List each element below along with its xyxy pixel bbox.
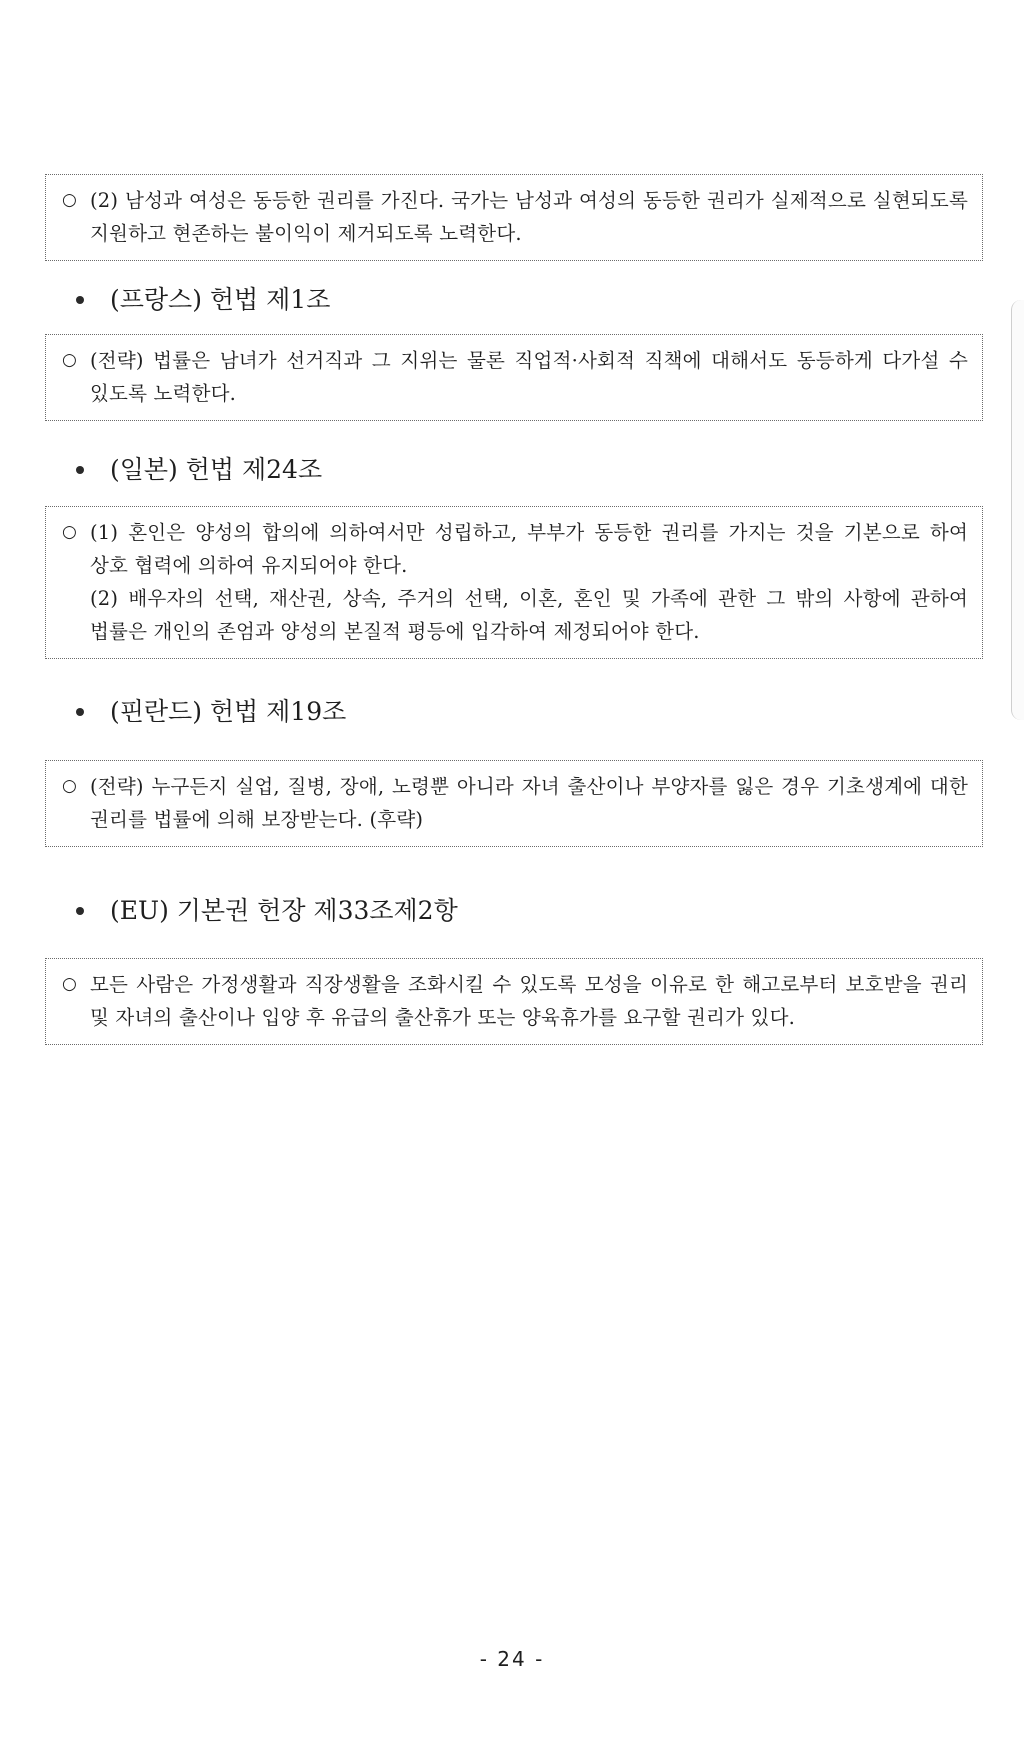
quote-box-france bbox=[45, 334, 983, 421]
bullet-icon bbox=[76, 907, 84, 915]
circle-marker: ○ bbox=[62, 350, 77, 370]
section-heading-text: (일본) 헌법 제24조 bbox=[110, 455, 323, 484]
page-number: - 24 - bbox=[479, 1647, 545, 1671]
scroll-edge-handle[interactable] bbox=[1011, 300, 1024, 720]
section-heading-text: (프랑스) 헌법 제1조 bbox=[110, 285, 331, 314]
circle-marker: ○ bbox=[62, 776, 77, 796]
section-heading-text: (EU) 기본권 헌장 제33조제2항 bbox=[110, 896, 458, 925]
quote-item bbox=[60, 344, 968, 410]
circle-marker: ○ bbox=[62, 522, 77, 542]
quote-paragraph: 모든 사람은 가정생활과 직장생활을 조화시킬 수 있도록 모성을 이유로 한 해고로부터 보호받을 권리 및 자녀의 출산이나 입양 후 유급의 출산휴가 또는 양육휴가를 요구할 권리가 있다. bbox=[90, 973, 968, 1029]
section-heading-eu bbox=[76, 894, 458, 928]
quote-paragraph: (2) 남성과 여성은 동등한 권리를 가진다. 국가는 남성과 여성의 동등한 권리가 실제적으로 실현되도록 지원하고 현존하는 불이익이 제거되도록 노력한다. bbox=[90, 189, 968, 245]
section-heading-japan bbox=[76, 453, 322, 487]
quote-item bbox=[60, 184, 968, 250]
quote-item bbox=[60, 516, 968, 648]
circle-marker: ○ bbox=[62, 974, 77, 994]
quote-item bbox=[60, 968, 968, 1034]
quote-box-germany-continued bbox=[45, 174, 983, 261]
section-heading-text: (핀란드) 헌법 제19조 bbox=[110, 697, 347, 726]
quote-text bbox=[90, 770, 968, 836]
quote-paragraph: (전략) 법률은 남녀가 선거직과 그 지위는 물론 직업적·사회적 직책에 대해서도 동등하게 다가설 수 있도록 노력한다. bbox=[90, 349, 968, 405]
section-heading-finland bbox=[76, 695, 346, 729]
bullet-icon bbox=[76, 466, 84, 474]
section-heading-france bbox=[76, 283, 330, 317]
quote-paragraph: (전략) 누구든지 실업, 질병, 장애, 노령뿐 아니라 자녀 출산이나 부양자를 잃은 경우 기초생계에 대한 권리를 법률에 의해 보장받는다. (후략) bbox=[90, 775, 968, 831]
circle-marker: ○ bbox=[62, 190, 77, 210]
quote-text bbox=[90, 968, 968, 1034]
quote-box-japan bbox=[45, 506, 983, 659]
quote-box-eu bbox=[45, 958, 983, 1045]
quote-item bbox=[60, 770, 968, 836]
quote-text bbox=[90, 184, 968, 250]
quote-paragraph: (2) 배우자의 선택, 재산권, 상속, 주거의 선택, 이혼, 혼인 및 가족에 관한 그 밖의 사항에 관하여 법률은 개인의 존엄과 양성의 본질적 평등에 입각하여 제정되어야 한다. bbox=[90, 587, 968, 643]
quote-text bbox=[90, 516, 968, 648]
bullet-icon bbox=[76, 708, 84, 716]
quote-text bbox=[90, 344, 968, 410]
quote-paragraph: (1) 혼인은 양성의 합의에 의하여서만 성립하고, 부부가 동등한 권리를 가지는 것을 기본으로 하여 상호 협력에 의하여 유지되어야 한다. bbox=[90, 521, 968, 577]
bullet-icon bbox=[76, 296, 84, 304]
quote-box-finland bbox=[45, 760, 983, 847]
